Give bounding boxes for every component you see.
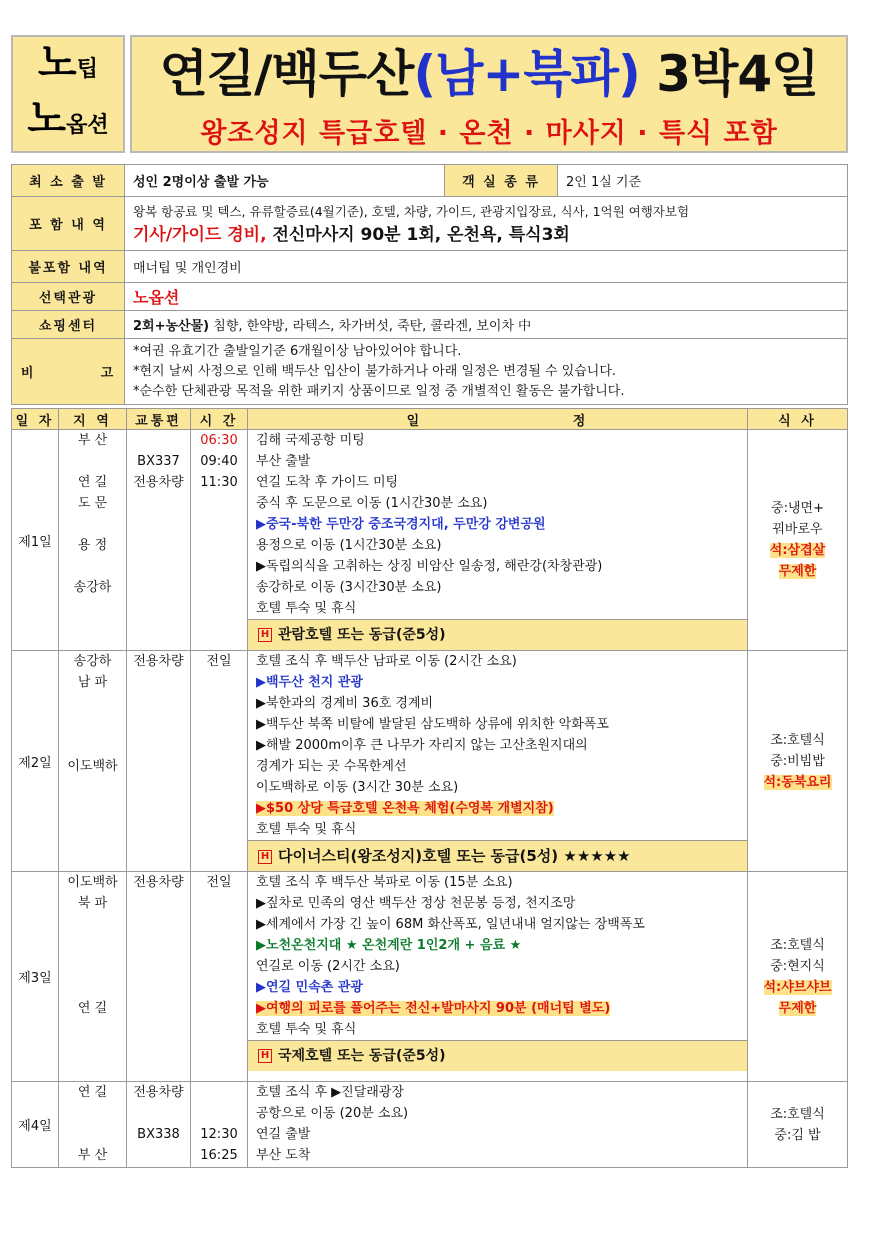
schedule-cell: 호텔 조식 후 백두산 남파로 이동 (2시간 소요) ▶백두산 천지 관광 ▶북한과의 경계비 36호 경계비 ▶백두산 북쪽 비탈에 발달된 삼도백하 상류에 위치한 악화폭포 ▶해발 2000m이후 큰 나무가 자리지 않는 고산초원지대의 경계가 되는 곳 수목한계선 이도백하로 이동 (3시간 30분 소요) ▶$50 상당 특급호텔 온천욕 체험(수영복 개별지참) 호텔 투숙 및 휴식 H 다이너스티(왕조성지)호텔 또는 동급(5성) ★★★★★ bbox=[248, 651, 748, 872]
time-cell: 12:30 16:25 bbox=[191, 1082, 248, 1168]
time-cell: 06:30 09:40 11:30 bbox=[191, 430, 248, 651]
logo-line-2: 노옵션 bbox=[27, 96, 109, 142]
page-title: 연길/백두산(남+북파) 3박4일 bbox=[159, 45, 819, 103]
logo-box bbox=[11, 35, 125, 153]
meal-cell: 조:호텔식 중:김 밥 bbox=[748, 1082, 848, 1168]
schedule-cell: 호텔 조식 후 ▶진달래광장 공항으로 이동 (20분 소요) 연길 출발 부산 도착 bbox=[248, 1082, 748, 1168]
note-line: *순수한 단체관광 목적을 위한 패키지 상품이므로 일정 중 개별적인 활동은 불가합니다. bbox=[133, 383, 625, 399]
hotel-icon: H bbox=[258, 850, 272, 864]
note-label: 비 고 bbox=[12, 339, 125, 405]
room-value: 2인 1실 기준 bbox=[558, 165, 848, 197]
meal-cell: 조:호텔식 중:현지식 석:샤브샤브 무제한 bbox=[748, 872, 848, 1082]
transport-cell: 전용차량 bbox=[127, 872, 191, 1082]
hotel-bar: H 관람호텔 또는 동급(준5성) bbox=[248, 619, 747, 650]
note-line: *여권 유효기간 출발일기준 6개월이상 남아있어야 합니다. bbox=[133, 343, 462, 359]
room-label: 객 실 종 류 bbox=[445, 165, 558, 197]
excluded-label: 불포함 내역 bbox=[12, 251, 125, 283]
schedule-cell: 김해 국제공항 미팅 부산 출발 연길 도착 후 가이드 미팅 중식 후 도문으로 이동 (1시간30분 소요) ▶중국-북한 두만강 중조국경지대, 두만강 강변공원 용정으로 이동 (1시간30분 소요) ▶독립의식을 고취하는 상징 비암산 일송정, 해란강(차창관광) 송강하로 이동 (3시간30분 소요) 호텔 투숙 및 휴식 H 관람호텔 또는 동급(준5성) bbox=[248, 430, 748, 651]
hotel-bar: H 다이너스티(왕조성지)호텔 또는 동급(5성) ★★★★★ bbox=[248, 840, 747, 871]
optional-value: 노옵션 bbox=[125, 283, 848, 311]
day-row-2 bbox=[12, 651, 848, 872]
region-cell: 연 길 부 산 bbox=[59, 1082, 127, 1168]
region-cell: 송강하 남 파 이도백하 bbox=[59, 651, 127, 872]
info-table bbox=[11, 164, 848, 405]
day-row-3 bbox=[12, 872, 848, 1082]
itinerary-table bbox=[11, 408, 848, 1168]
optional-label: 선택관광 bbox=[12, 283, 125, 311]
notes bbox=[125, 339, 848, 405]
header-day: 일 자 bbox=[12, 409, 59, 430]
transport-cell: BX337 전용차량 bbox=[127, 430, 191, 651]
day-row-1 bbox=[12, 430, 848, 651]
min-departure-value: 성인 2명이상 출발 가능 bbox=[125, 165, 445, 197]
header-region: 지 역 bbox=[59, 409, 127, 430]
day-label: 제2일 bbox=[12, 651, 59, 872]
hotel-bar: H 국제호텔 또는 동급(준5성) bbox=[248, 1040, 747, 1071]
meal-cell: 중:냉면+ 꿔바로우 석:삼겹살 무제한 bbox=[748, 430, 848, 651]
schedule-cell: 호텔 조식 후 백두산 북파로 이동 (15분 소요) ▶짚차로 민족의 영산 백두산 정상 천문봉 등정, 천지조망 ▶세계에서 가장 긴 높이 68M 화산폭포, 일년내내 얼지않는 장백폭포 ▶노천온천지대 ★ 온천계란 1인2개 + 음료 ★ 연길로 이동 (2시간 소요) ▶연길 민속촌 관광 ▶여행의 피로를 풀어주는 전신+발마사지 90분 (매너팁 별도) 호텔 투숙 및 휴식 H 국제호텔 또는 동급(준5성) bbox=[248, 872, 748, 1082]
region-cell: 이도백하 북 파 연 길 bbox=[59, 872, 127, 1082]
included-label: 포 함 내 역 bbox=[12, 197, 125, 251]
day-label: 제4일 bbox=[12, 1082, 59, 1168]
min-departure-label: 최 소 출 발 bbox=[12, 165, 125, 197]
hotel-icon: H bbox=[258, 628, 272, 642]
transport-cell: 전용차량 BX338 bbox=[127, 1082, 191, 1168]
logo-line-1: 노팁 bbox=[38, 40, 98, 86]
excluded-value: 매너팁 및 개인경비 bbox=[125, 251, 848, 283]
time-cell: 전일 bbox=[191, 651, 248, 872]
time-cell: 전일 bbox=[191, 872, 248, 1082]
hotel-icon: H bbox=[258, 1049, 272, 1063]
shopping-value: 2회+농산물) 침향, 한약방, 라텍스, 차가버섯, 죽탄, 콜라겐, 보이차 中 bbox=[125, 311, 848, 339]
day-row-4 bbox=[12, 1082, 848, 1168]
included-value: 왕복 항공료 및 텍스, 유류할증료(4월기준), 호텔, 차량, 가이드, 관광지입장료, 식사, 1억원 여행자보험 기사/가이드 경비, 전신마사지 90분 1회, 온천욕, 특식3회 bbox=[125, 197, 848, 251]
day-label: 제1일 bbox=[12, 430, 59, 651]
transport-cell: 전용차량 bbox=[127, 651, 191, 872]
header-time: 시 간 bbox=[191, 409, 248, 430]
day-label: 제3일 bbox=[12, 872, 59, 1082]
region-cell: 부 산 연 길 도 문 용 정 송강하 bbox=[59, 430, 127, 651]
page-subtitle: 왕조성지 특급호텔 · 온천 · 마사지 · 특식 포함 bbox=[200, 118, 778, 149]
header-transport: 교통편 bbox=[127, 409, 191, 430]
shopping-label: 쇼핑센터 bbox=[12, 311, 125, 339]
title-box bbox=[130, 35, 848, 153]
note-line: *현지 날씨 사정으로 인해 백두산 입산이 불가하거나 아래 일정은 변경될 수 있습니다. bbox=[133, 363, 617, 379]
header-meal: 식 사 bbox=[748, 409, 848, 430]
header-schedule: 일 정 bbox=[248, 409, 748, 430]
meal-cell: 조:호텔식 중:비빔밥 석:동북요리 bbox=[748, 651, 848, 872]
